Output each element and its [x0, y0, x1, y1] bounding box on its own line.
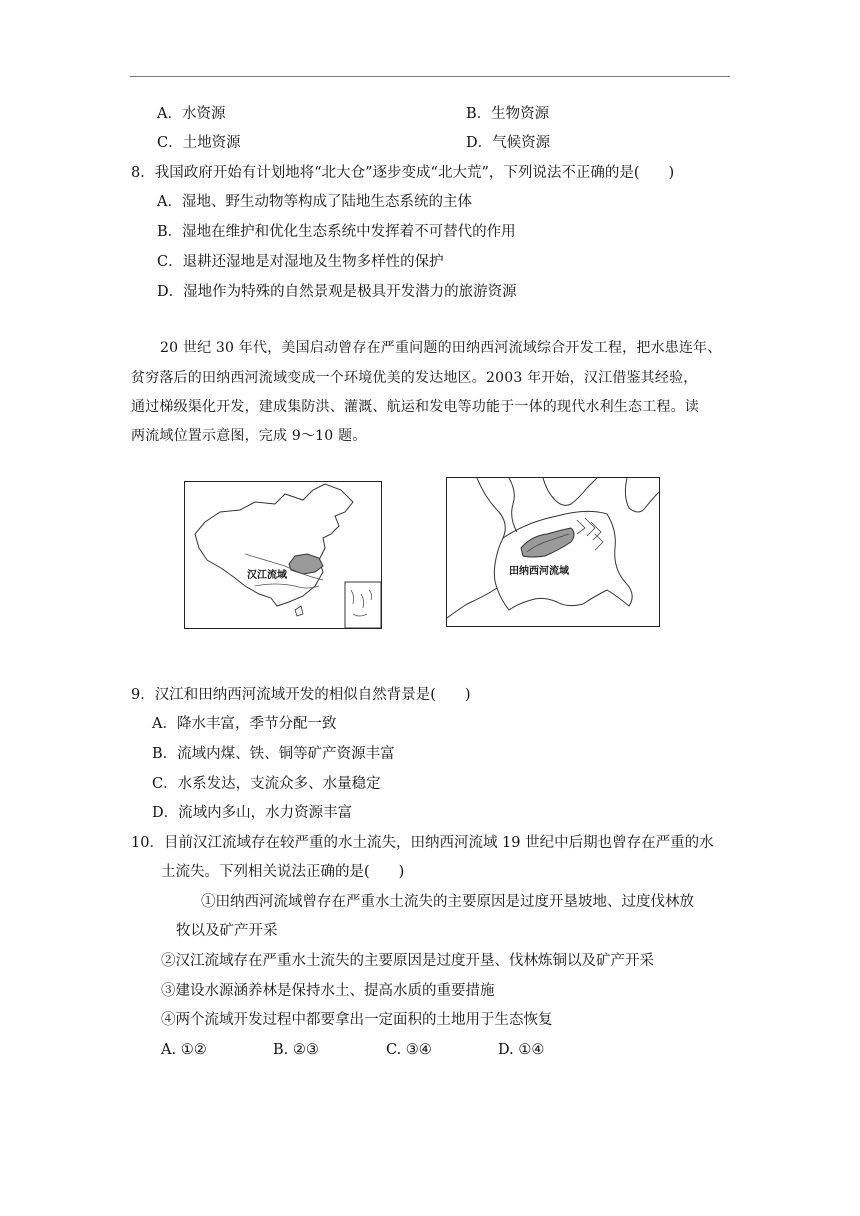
q10-option-c: C. ③④ — [386, 1042, 432, 1058]
passage-line-1: 20 世纪 30 年代，美国启动曾存在严重问题的田纳西河流域综合开发工程，把水患连年、 — [160, 340, 722, 356]
header-rule — [130, 76, 730, 77]
q7-option-d: D．气候资源 — [466, 135, 551, 151]
passage-line-2: 贫穷落后的田纳西河流域变成一个环境优美的发达地区。2003 年开始，汉江借鉴其经验， — [131, 370, 698, 386]
q7-option-b: B．生物资源 — [466, 106, 550, 122]
q9-option-d: D．流域内多山，水力资源丰富 — [152, 805, 353, 821]
us-map — [446, 477, 660, 627]
q7-option-c: C．土地资源 — [157, 135, 241, 151]
china-outline-icon — [185, 482, 381, 628]
china-map — [184, 481, 382, 629]
china-map-label: 汉江流域 — [247, 570, 287, 581]
q8-option-d: D．湿地作为特殊的自然景观是极具开发潜力的旅游资源 — [157, 284, 517, 300]
q10-stem-line-2: 土流失。下列相关说法正确的是( ) — [161, 864, 405, 880]
q7-option-a: A．水资源 — [157, 106, 226, 122]
q8-stem: 8．我国政府开始有计划地将“北大仓”逐步变成“北大荒”，下列说法不正确的是( ) — [131, 165, 675, 181]
q10-statement-1-line-1: ①田纳西河流域曾存在严重水土流失的主要原因是过度开垦坡地、过度伐林放 — [201, 894, 694, 910]
q10-statement-4: ④两个流域开发过程中都要拿出一定面积的土地用于生态恢复 — [161, 1012, 553, 1028]
q9-option-b: B．流域内煤、铁、铜等矿产资源丰富 — [152, 746, 395, 762]
q8-option-a: A．湿地、野生动物等构成了陆地生态系统的主体 — [157, 194, 472, 210]
q8-option-b: B．湿地在维护和优化生态系统中发挥着不可替代的作用 — [157, 224, 516, 240]
passage-line-4: 两流域位置示意图，完成 9～10 题。 — [131, 428, 367, 444]
q10-option-d: D. ①④ — [498, 1042, 545, 1058]
q8-option-c: C．退耕还湿地是对湿地及生物多样性的保护 — [157, 254, 444, 270]
q9-stem: 9．汉江和田纳西河流域开发的相似自然背景是( ) — [131, 687, 471, 703]
q10-statement-1-line-2: 牧以及矿产开采 — [176, 923, 278, 939]
passage-line-3: 通过梯级渠化开发，建成集防洪、灌溉、航运和发电等功能于一体的现代水利生态工程。读 — [131, 399, 699, 415]
q9-option-a: A．降水丰富，季节分配一致 — [152, 716, 337, 732]
tennessee-region-icon — [447, 478, 659, 626]
q10-stem-line-1: 10．目前汉江流域存在较严重的水土流失，田纳西河流域 19 世纪中后期也曾存在严重的水 — [131, 835, 714, 851]
us-map-label: 田纳西河流域 — [509, 566, 569, 577]
q10-option-b: B. ②③ — [273, 1042, 319, 1058]
q10-option-a: A. ①② — [161, 1042, 207, 1058]
q9-option-c: C．水系发达，支流众多、水量稳定 — [152, 776, 381, 792]
q10-statement-2: ②汉江流域存在严重水土流失的主要原因是过度开垦、伐林炼铜以及矿产开采 — [161, 953, 654, 969]
q10-statement-3: ③建设水源涵养林是保持水土、提高水质的重要措施 — [161, 983, 495, 999]
